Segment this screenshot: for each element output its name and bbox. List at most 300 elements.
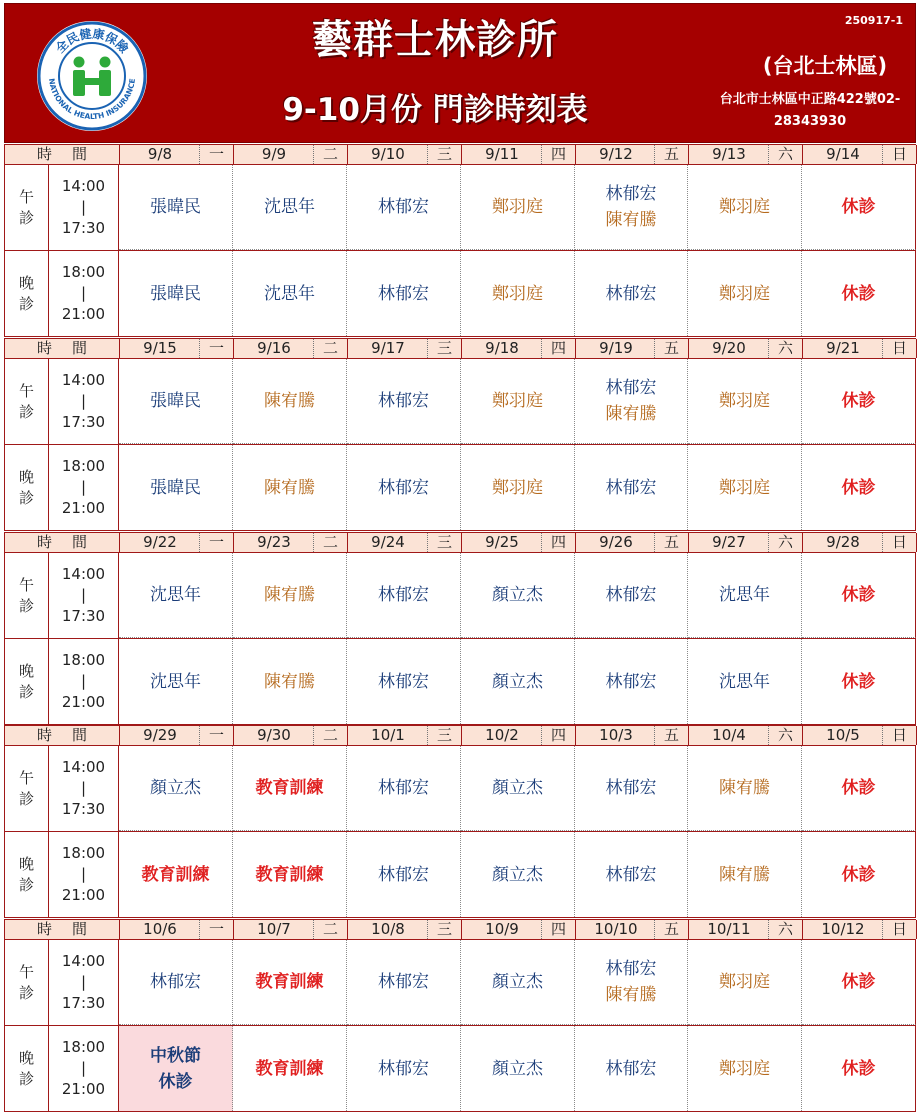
session-time-line: 21:00 — [61, 499, 106, 517]
evening-row — [4, 445, 916, 531]
date-header-cell — [576, 726, 689, 745]
session-label-text: 晚診 — [18, 1048, 34, 1088]
session-time-line: 18:00 — [61, 263, 106, 281]
evening-row — [4, 251, 916, 337]
doctor-cell — [347, 639, 461, 724]
date-label: 10/12 — [821, 920, 865, 938]
date-header-row — [4, 338, 916, 359]
date-label: 9/28 — [826, 533, 860, 551]
session-time — [49, 165, 119, 250]
doctor-cell — [461, 553, 575, 638]
weekday-label: 三 — [427, 533, 461, 552]
session-label — [4, 251, 49, 336]
doctor-cell — [233, 553, 347, 638]
date-header-cell — [689, 145, 803, 164]
doctor-cell — [575, 746, 688, 831]
weekday-label: 六 — [768, 339, 802, 358]
doctor-name: 林郁宏 — [605, 864, 657, 885]
phone-line: 28343930 — [773, 114, 847, 129]
doctor-cell — [461, 1026, 575, 1111]
doctor-name: 林郁宏 — [378, 778, 429, 798]
date-label: 9/29 — [143, 726, 177, 744]
doctor-name: 沈思年 — [150, 585, 201, 605]
doctor-name: 鄭羽庭 — [492, 283, 543, 304]
doctor-name: 沈思年 — [719, 671, 770, 692]
doctor-name: 林郁宏 — [605, 671, 657, 692]
date-label: 9/12 — [599, 145, 633, 163]
session-label — [4, 445, 49, 530]
session-time — [49, 359, 119, 444]
date-label: 10/5 — [826, 726, 860, 744]
doctor-cell — [347, 940, 461, 1025]
doctor-cell — [347, 832, 461, 917]
date-label: 9/15 — [143, 339, 177, 357]
doctor-name: 教育訓練 — [255, 778, 324, 798]
doctor-name: 顏立杰 — [492, 671, 543, 692]
doctor-cell — [119, 746, 233, 831]
doctor-cell — [688, 165, 802, 250]
doctor-cell — [802, 1026, 916, 1111]
doctor-cell — [347, 1026, 461, 1111]
doctor-name: 休診 — [841, 283, 876, 304]
date-label: 10/3 — [599, 726, 633, 744]
session-label-text: 午診 — [18, 768, 34, 808]
doctor-name: 鄭羽庭 — [719, 391, 770, 411]
doctor-cell — [233, 165, 347, 250]
session-time-line: 21:00 — [61, 693, 106, 711]
weekday-label: 四 — [541, 726, 575, 745]
doctor-name: 陳宥騰 — [264, 671, 315, 692]
doctor-name: 沈思年 — [150, 671, 201, 692]
doctor-cell — [119, 251, 233, 336]
doctor-cell — [575, 639, 688, 724]
date-header-cell — [462, 726, 576, 745]
doctor-name: 陳宥騰 — [264, 585, 315, 605]
date-label: 10/2 — [485, 726, 519, 744]
weekday-label: 五 — [654, 145, 688, 164]
address-block — [705, 89, 915, 133]
doctor-name: 林郁宏 — [378, 864, 429, 885]
weekday-label: 日 — [882, 145, 916, 164]
doctor-cell — [233, 251, 347, 336]
session-label — [4, 639, 49, 724]
doctor-cell — [575, 445, 688, 530]
session-time — [49, 553, 119, 638]
date-label: 9/19 — [599, 339, 633, 357]
doctor-name: 休診 — [841, 1058, 876, 1079]
date-label: 10/1 — [371, 726, 405, 744]
doctor-name: 教育訓練 — [255, 1058, 324, 1079]
weekday-label: 日 — [882, 726, 916, 745]
doctor-name: 鄭羽庭 — [719, 1058, 770, 1079]
doctor-name: 休診 — [841, 391, 876, 411]
doctor-name: 顏立杰 — [492, 1058, 543, 1079]
doctor-name: 中秋節 — [150, 1045, 201, 1066]
session-label — [4, 359, 49, 444]
date-header-cell — [348, 920, 462, 939]
afternoon-row — [4, 553, 916, 639]
session-time — [49, 940, 119, 1025]
doctor-cell — [802, 445, 916, 530]
session-label-text: 晚診 — [18, 467, 34, 507]
doctor-name: 林郁宏 — [378, 477, 429, 498]
session-time-line: 17:30 — [61, 413, 106, 431]
weekday-label: 二 — [313, 726, 347, 745]
doctor-name: 沈思年 — [264, 283, 315, 304]
date-header-cell — [120, 145, 234, 164]
doctor-name: 鄭羽庭 — [719, 197, 770, 217]
doctor-cell — [461, 639, 575, 724]
date-label: 9/10 — [371, 145, 405, 163]
doctor-name: 陳宥騰 — [719, 864, 770, 885]
date-header-cell — [120, 726, 234, 745]
doctor-name: 休診 — [841, 477, 876, 498]
session-time-line: | — [80, 478, 87, 496]
weekday-label: 五 — [654, 726, 688, 745]
doctor-cell — [461, 251, 575, 336]
session-time-line: | — [80, 392, 87, 410]
weekday-label: 三 — [427, 920, 461, 939]
weekday-label: 六 — [768, 533, 802, 552]
weekday-label: 三 — [427, 339, 461, 358]
weekday-label: 日 — [882, 533, 916, 552]
date-label: 10/4 — [712, 726, 746, 744]
doctor-name: 陳宥騰 — [719, 778, 770, 798]
weekday-label: 一 — [199, 145, 233, 164]
date-header-row — [4, 725, 916, 746]
session-time-line: | — [80, 198, 87, 216]
time-header: 時間 — [5, 145, 120, 164]
weekday-label: 四 — [541, 920, 575, 939]
session-label-text: 晚診 — [18, 661, 34, 701]
doctor-name: 張暐民 — [150, 391, 201, 411]
doctor-cell — [233, 746, 347, 831]
doctor-name: 休診 — [158, 1071, 193, 1092]
doctor-name: 林郁宏 — [378, 391, 429, 411]
doctor-name: 林郁宏 — [378, 585, 429, 605]
doctor-cell — [802, 251, 916, 336]
afternoon-row — [4, 746, 916, 832]
doctor-cell — [347, 251, 461, 336]
doctor-name: 陳宥騰 — [264, 391, 315, 411]
doctor-name: 休診 — [841, 197, 876, 217]
session-label-text: 午診 — [18, 187, 34, 227]
doctor-name: 休診 — [841, 585, 876, 605]
session-label-text: 晚診 — [18, 854, 34, 894]
doctor-name: 林郁宏 — [605, 477, 657, 498]
session-time-line: 14:00 — [61, 758, 106, 776]
doctor-name: 鄭羽庭 — [719, 283, 770, 304]
date-label: 9/21 — [826, 339, 860, 357]
session-label — [4, 1026, 49, 1111]
date-header-cell — [348, 339, 462, 358]
date-label: 9/17 — [371, 339, 405, 357]
doctor-name: 顏立杰 — [492, 972, 543, 992]
doctor-cell — [461, 359, 575, 444]
date-label: 9/8 — [147, 145, 173, 163]
doctor-name: 陳宥騰 — [605, 210, 657, 230]
doctor-name: 林郁宏 — [605, 184, 657, 204]
weekday-label: 四 — [541, 533, 575, 552]
doctor-cell — [575, 165, 688, 250]
weekday-label: 六 — [768, 920, 802, 939]
doctor-name: 教育訓練 — [255, 972, 324, 992]
doctor-name: 鄭羽庭 — [492, 477, 543, 498]
session-time-line: 17:30 — [61, 219, 106, 237]
clinic-title: 藝群士林診所 — [312, 17, 558, 63]
date-label: 9/14 — [826, 145, 860, 163]
doctor-name: 林郁宏 — [378, 283, 429, 304]
date-header-cell — [689, 726, 803, 745]
doctor-cell — [461, 445, 575, 530]
doctor-cell — [233, 832, 347, 917]
date-header-cell — [234, 145, 348, 164]
date-label: 9/27 — [712, 533, 746, 551]
doctor-name: 陳宥騰 — [264, 477, 315, 498]
doctor-cell — [119, 359, 233, 444]
date-header-row — [4, 532, 916, 553]
afternoon-row — [4, 359, 916, 445]
time-header: 時間 — [5, 920, 120, 939]
doctor-name: 沈思年 — [719, 585, 770, 605]
doctor-name: 休診 — [841, 671, 876, 692]
session-time-line: 14:00 — [61, 565, 106, 583]
session-time-line: 21:00 — [61, 886, 106, 904]
doctor-name: 林郁宏 — [150, 972, 201, 992]
doctor-cell — [688, 1026, 802, 1111]
doctor-cell — [233, 1026, 347, 1111]
session-time — [49, 746, 119, 831]
weekday-label: 一 — [199, 533, 233, 552]
doctor-cell — [119, 940, 233, 1025]
time-header: 時間 — [5, 533, 120, 552]
date-header-cell — [462, 920, 576, 939]
doctor-cell — [461, 940, 575, 1025]
session-time-line: | — [80, 973, 87, 991]
doctor-cell — [119, 553, 233, 638]
doctor-cell — [802, 165, 916, 250]
weekday-label: 三 — [427, 145, 461, 164]
doctor-cell — [119, 832, 233, 917]
doctor-cell — [347, 165, 461, 250]
weekday-label: 二 — [313, 533, 347, 552]
session-time — [49, 251, 119, 336]
doctor-cell — [688, 746, 802, 831]
weekday-label: 六 — [768, 145, 802, 164]
session-time-line: | — [80, 1059, 87, 1077]
session-time-line: 21:00 — [61, 1080, 106, 1098]
date-header-cell — [348, 726, 462, 745]
weekday-label: 四 — [541, 339, 575, 358]
weekday-label: 日 — [882, 339, 916, 358]
session-label — [4, 553, 49, 638]
session-time-line: 18:00 — [61, 1038, 106, 1056]
date-header-cell — [803, 726, 917, 745]
date-label: 10/9 — [485, 920, 519, 938]
doctor-cell — [575, 251, 688, 336]
time-header: 時間 — [5, 726, 120, 745]
session-time-line: | — [80, 779, 87, 797]
session-time-line: 14:00 — [61, 371, 106, 389]
doctor-name: 林郁宏 — [378, 197, 429, 217]
doctor-cell — [233, 639, 347, 724]
doctor-cell — [119, 165, 233, 250]
evening-row — [4, 1026, 916, 1112]
doctor-cell — [119, 639, 233, 724]
doctor-name: 鄭羽庭 — [719, 972, 770, 992]
session-time-line: 18:00 — [61, 844, 106, 862]
weekday-label: 一 — [199, 726, 233, 745]
weekday-label: 五 — [654, 920, 688, 939]
doctor-name: 林郁宏 — [378, 972, 429, 992]
session-label — [4, 746, 49, 831]
doctor-name: 顏立杰 — [492, 585, 543, 605]
doctor-cell — [802, 553, 916, 638]
date-header-cell — [576, 533, 689, 552]
doctor-name: 教育訓練 — [255, 864, 324, 885]
date-label: 10/6 — [143, 920, 177, 938]
afternoon-row — [4, 165, 916, 251]
doctor-name: 陳宥騰 — [605, 404, 657, 424]
date-header-cell — [234, 920, 348, 939]
evening-row — [4, 832, 916, 918]
weekday-label: 一 — [199, 339, 233, 358]
district-label: (台北士林區) — [762, 54, 888, 78]
date-label: 9/11 — [485, 145, 519, 163]
date-label: 9/16 — [257, 339, 291, 357]
doctor-name: 林郁宏 — [605, 283, 657, 304]
date-label: 9/30 — [257, 726, 291, 744]
doctor-name: 沈思年 — [264, 197, 315, 217]
doctor-cell — [119, 445, 233, 530]
doctor-name: 教育訓練 — [141, 864, 210, 885]
doctor-name: 鄭羽庭 — [492, 391, 543, 411]
nhi-logo-icon — [37, 21, 147, 131]
date-header-cell — [462, 533, 576, 552]
date-header-cell — [234, 339, 348, 358]
weekday-label: 二 — [313, 145, 347, 164]
evening-row — [4, 639, 916, 725]
date-header-cell — [803, 339, 917, 358]
header-banner — [4, 3, 916, 143]
nhi-logo — [37, 21, 147, 131]
date-label: 10/8 — [371, 920, 405, 938]
doctor-cell — [347, 746, 461, 831]
doctor-name: 休診 — [841, 864, 876, 885]
schedule-subtitle: 9-10月份 門診時刻表 — [282, 92, 588, 128]
date-label: 9/23 — [257, 533, 291, 551]
doctor-cell — [575, 359, 688, 444]
document-code: 250917-1 — [844, 14, 903, 27]
weekday-label: 六 — [768, 726, 802, 745]
date-header-row — [4, 919, 916, 940]
doctor-name: 林郁宏 — [605, 585, 657, 605]
session-time-line: | — [80, 672, 87, 690]
weekday-label: 二 — [313, 920, 347, 939]
doctor-cell — [347, 445, 461, 530]
date-label: 9/24 — [371, 533, 405, 551]
weekday-label: 三 — [427, 726, 461, 745]
doctor-cell — [575, 1026, 688, 1111]
doctor-cell — [233, 445, 347, 530]
doctor-cell — [688, 359, 802, 444]
doctor-cell — [688, 553, 802, 638]
doctor-cell — [688, 832, 802, 917]
date-label: 9/9 — [261, 145, 287, 163]
weekday-label: 四 — [541, 145, 575, 164]
weekday-label: 一 — [199, 920, 233, 939]
date-label: 9/13 — [712, 145, 746, 163]
date-label: 9/20 — [712, 339, 746, 357]
date-header-cell — [689, 920, 803, 939]
session-time — [49, 639, 119, 724]
date-header-cell — [120, 920, 234, 939]
date-label: 10/10 — [594, 920, 638, 938]
weekday-label: 五 — [654, 339, 688, 358]
doctor-name: 林郁宏 — [605, 1058, 657, 1079]
session-label — [4, 165, 49, 250]
session-time-line: | — [80, 284, 87, 302]
date-header-cell — [234, 533, 348, 552]
session-time-line: | — [80, 865, 87, 883]
weekday-label: 五 — [654, 533, 688, 552]
doctor-name: 鄭羽庭 — [719, 477, 770, 498]
session-time-line: 17:30 — [61, 607, 106, 625]
doctor-name: 林郁宏 — [605, 959, 657, 979]
date-header-cell — [120, 339, 234, 358]
date-header-cell — [462, 339, 576, 358]
doctor-name: 張暐民 — [150, 197, 201, 217]
session-time — [49, 1026, 119, 1111]
session-time-line: | — [80, 586, 87, 604]
date-header-cell — [689, 339, 803, 358]
date-label: 9/22 — [143, 533, 177, 551]
doctor-cell — [688, 445, 802, 530]
doctor-cell — [461, 832, 575, 917]
session-time — [49, 832, 119, 917]
afternoon-row — [4, 940, 916, 1026]
doctor-cell — [688, 251, 802, 336]
date-header-cell — [462, 145, 576, 164]
doctor-name: 林郁宏 — [605, 778, 657, 798]
doctor-cell — [461, 165, 575, 250]
doctor-name: 林郁宏 — [378, 671, 429, 692]
doctor-cell — [347, 553, 461, 638]
doctor-name: 陳宥騰 — [605, 985, 657, 1005]
session-label-text: 午診 — [18, 962, 34, 1002]
date-header-cell — [576, 920, 689, 939]
session-time-line: 14:00 — [61, 177, 106, 195]
doctor-name: 張暐民 — [150, 283, 201, 304]
date-header-cell — [120, 533, 234, 552]
weekday-label: 二 — [313, 339, 347, 358]
doctor-name: 休診 — [841, 972, 876, 992]
date-label: 9/18 — [485, 339, 519, 357]
session-label-text: 午診 — [18, 381, 34, 421]
date-header-cell — [689, 533, 803, 552]
doctor-name: 顏立杰 — [492, 864, 543, 885]
date-label: 9/26 — [599, 533, 633, 551]
doctor-name: 顏立杰 — [150, 778, 201, 798]
date-header-cell — [576, 339, 689, 358]
doctor-cell — [802, 746, 916, 831]
session-time-line: 14:00 — [61, 952, 106, 970]
date-header-cell — [803, 145, 917, 164]
doctor-cell — [802, 639, 916, 724]
doctor-name: 張暐民 — [150, 477, 201, 498]
doctor-cell — [119, 1026, 233, 1111]
doctor-cell — [575, 832, 688, 917]
